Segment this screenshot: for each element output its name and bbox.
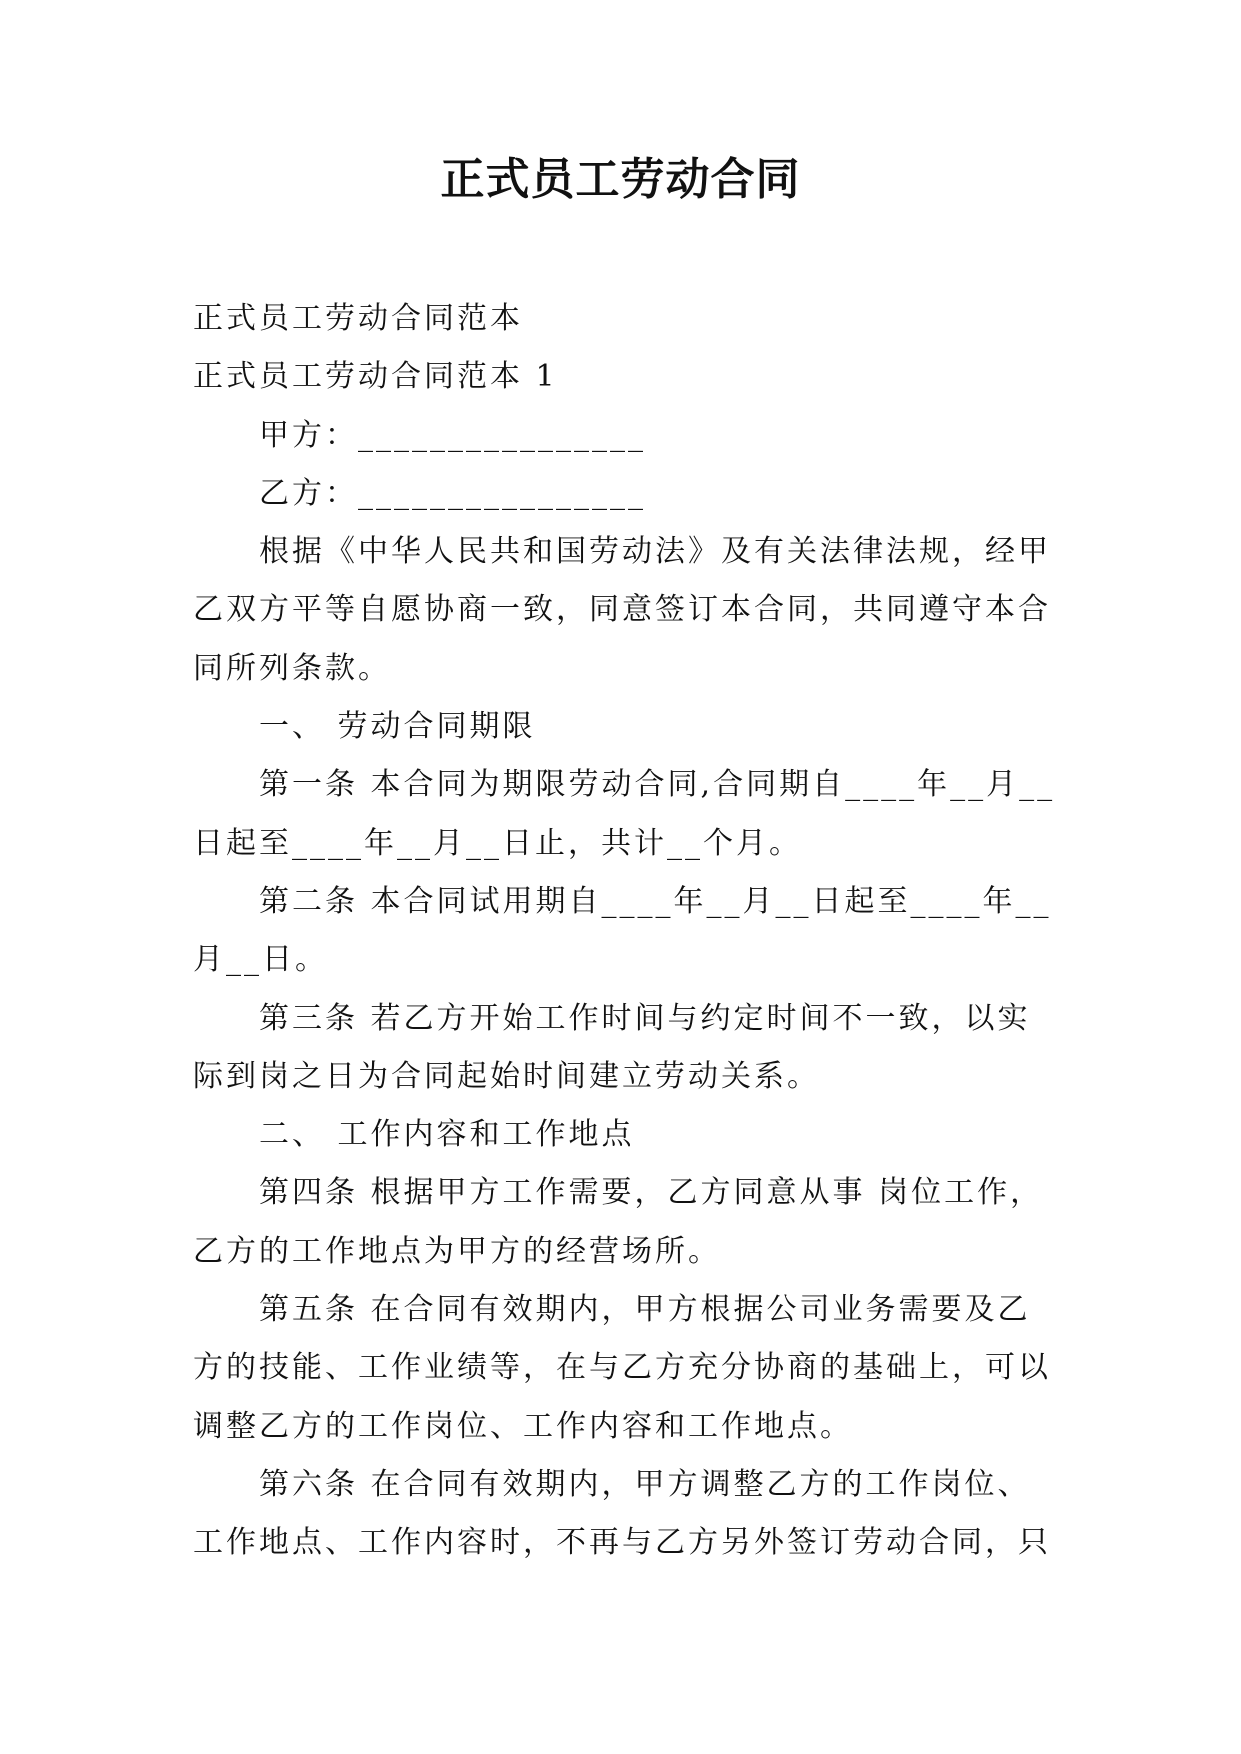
body-line: 第二条 本合同试用期自____年__月__日起至____年__ — [259, 883, 1052, 919]
body-line: 乙双方平等自愿协商一致，同意签订本合同，共同遵守本合 — [193, 592, 1051, 628]
body-line: 根据《中华人民共和国劳动法》及有关法律法规，经甲 — [259, 534, 1051, 570]
body-line: 正式员工劳动合同范本 — [193, 301, 523, 336]
body-line: 际到岗之日为合同起始时间建立劳动关系。 — [193, 1058, 820, 1094]
document-body — [193, 290, 1063, 1573]
document-title: 正式员工劳动合同 — [440, 154, 801, 205]
body-line: 同所列条款。 — [193, 650, 391, 686]
body-line: 第一条 本合同为期限劳动合同,合同期自____年__月__ — [259, 767, 1056, 803]
body-line: 第五条 在合同有效期内，甲方根据公司业务需要及乙 — [259, 1292, 1031, 1328]
party-a-line: 甲方：________________ — [259, 417, 646, 453]
section-heading: 一、 劳动合同期限 — [259, 709, 536, 745]
body-line: 第三条 若乙方开始工作时间与约定时间不一致，以实 — [259, 1000, 1031, 1036]
body-line: 日起至____年__月__日止，共计__个月。 — [193, 825, 802, 861]
body-line: 第六条 在合同有效期内，甲方调整乙方的工作岗位、 — [259, 1466, 1031, 1502]
body-line: 正式员工劳动合同范本 1 — [193, 359, 558, 395]
body-line: 乙方的工作地点为甲方的经营场所。 — [193, 1233, 721, 1269]
body-line: 月__日。 — [193, 942, 328, 978]
body-line: 调整乙方的工作岗位、工作内容和工作地点。 — [193, 1408, 853, 1444]
body-line: 第四条 根据甲方工作需要，乙方同意从事 岗位工作， — [259, 1175, 1044, 1211]
section-heading: 二、 工作内容和工作地点 — [259, 1117, 635, 1153]
body-line: 方的技能、工作业绩等，在与乙方充分协商的基础上，可以 — [193, 1350, 1051, 1386]
party-b-line: 乙方：________________ — [259, 475, 646, 511]
body-line: 工作地点、工作内容时，不再与乙方另外签订劳动合同，只 — [193, 1525, 1051, 1561]
